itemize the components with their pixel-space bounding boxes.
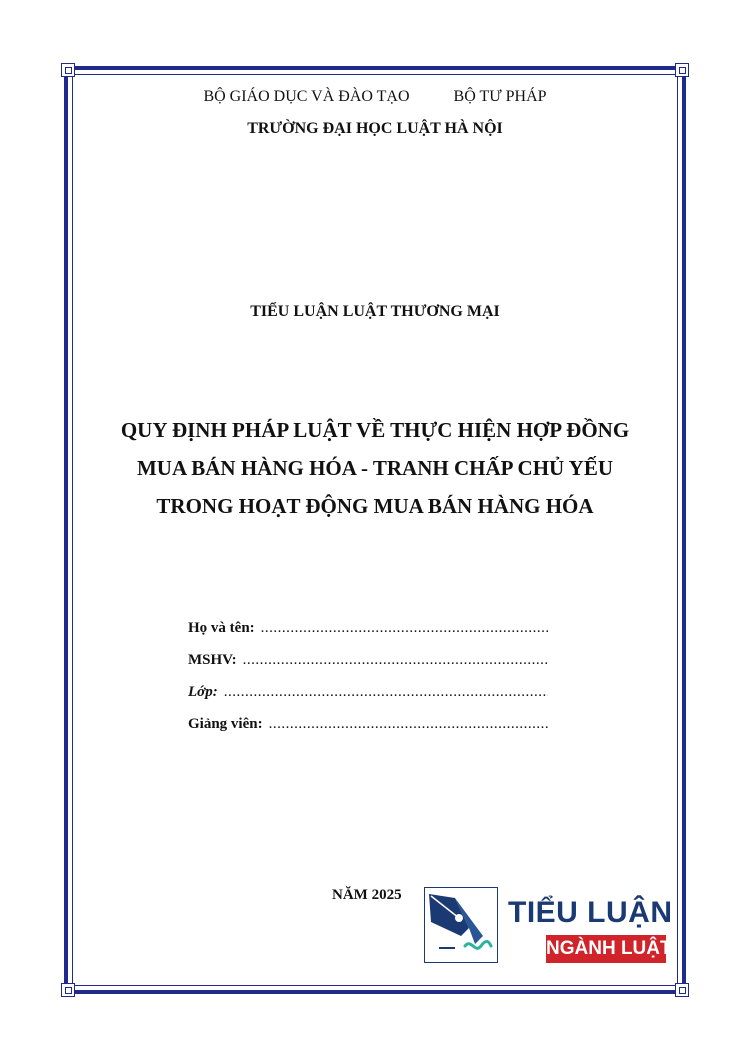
school-name: TRƯỜNG ĐẠI HỌC LUẬT HÀ NỘI xyxy=(247,120,503,137)
border-corner-ornament xyxy=(61,983,75,997)
subject-heading: TIỂU LUẬN LUẬT THƯƠNG MẠI xyxy=(250,303,500,320)
student-info-block xyxy=(188,620,548,748)
page-border-inner xyxy=(72,74,678,986)
ministry-header xyxy=(0,88,750,106)
ministry-justice: BỘ TƯ PHÁP xyxy=(453,88,547,105)
pen-nib-icon xyxy=(425,888,496,961)
lecturer-row xyxy=(188,716,548,748)
thesis-title xyxy=(0,411,750,525)
student-id-row xyxy=(188,652,548,684)
student-id-blank xyxy=(243,652,548,669)
logo-emblem xyxy=(424,887,498,963)
thesis-title-line: TRONG HOẠT ĐỘNG MUA BÁN HÀNG HÓA xyxy=(156,494,594,518)
name-label: Họ và tên: xyxy=(188,620,255,636)
border-corner-ornament xyxy=(675,983,689,997)
class-label: Lớp: xyxy=(188,684,218,700)
ministry-education: BỘ GIÁO DỤC VÀ ĐÀO TẠO xyxy=(203,88,410,105)
border-corner-ornament xyxy=(61,63,75,77)
name-row xyxy=(188,620,548,652)
logo-title: TIỂU LUẬN xyxy=(508,896,673,929)
thesis-title-line: MUA BÁN HÀNG HÓA - TRANH CHẤP CHỦ YẾU xyxy=(136,456,614,480)
year-label: NĂM 2025 xyxy=(332,887,402,903)
lecturer-blank xyxy=(269,716,548,733)
student-id-label: MSHV: xyxy=(188,652,237,668)
logo-badge: NGÀNH LUẬT xyxy=(546,935,666,963)
class-row xyxy=(188,684,548,716)
lecturer-label: Giảng viên: xyxy=(188,716,263,732)
name-blank xyxy=(261,620,548,637)
border-corner-ornament xyxy=(675,63,689,77)
class-blank xyxy=(224,684,548,701)
thesis-title-line: QUY ĐỊNH PHÁP LUẬT VỀ THỰC HIỆN HỢP ĐỒNG xyxy=(120,418,630,442)
